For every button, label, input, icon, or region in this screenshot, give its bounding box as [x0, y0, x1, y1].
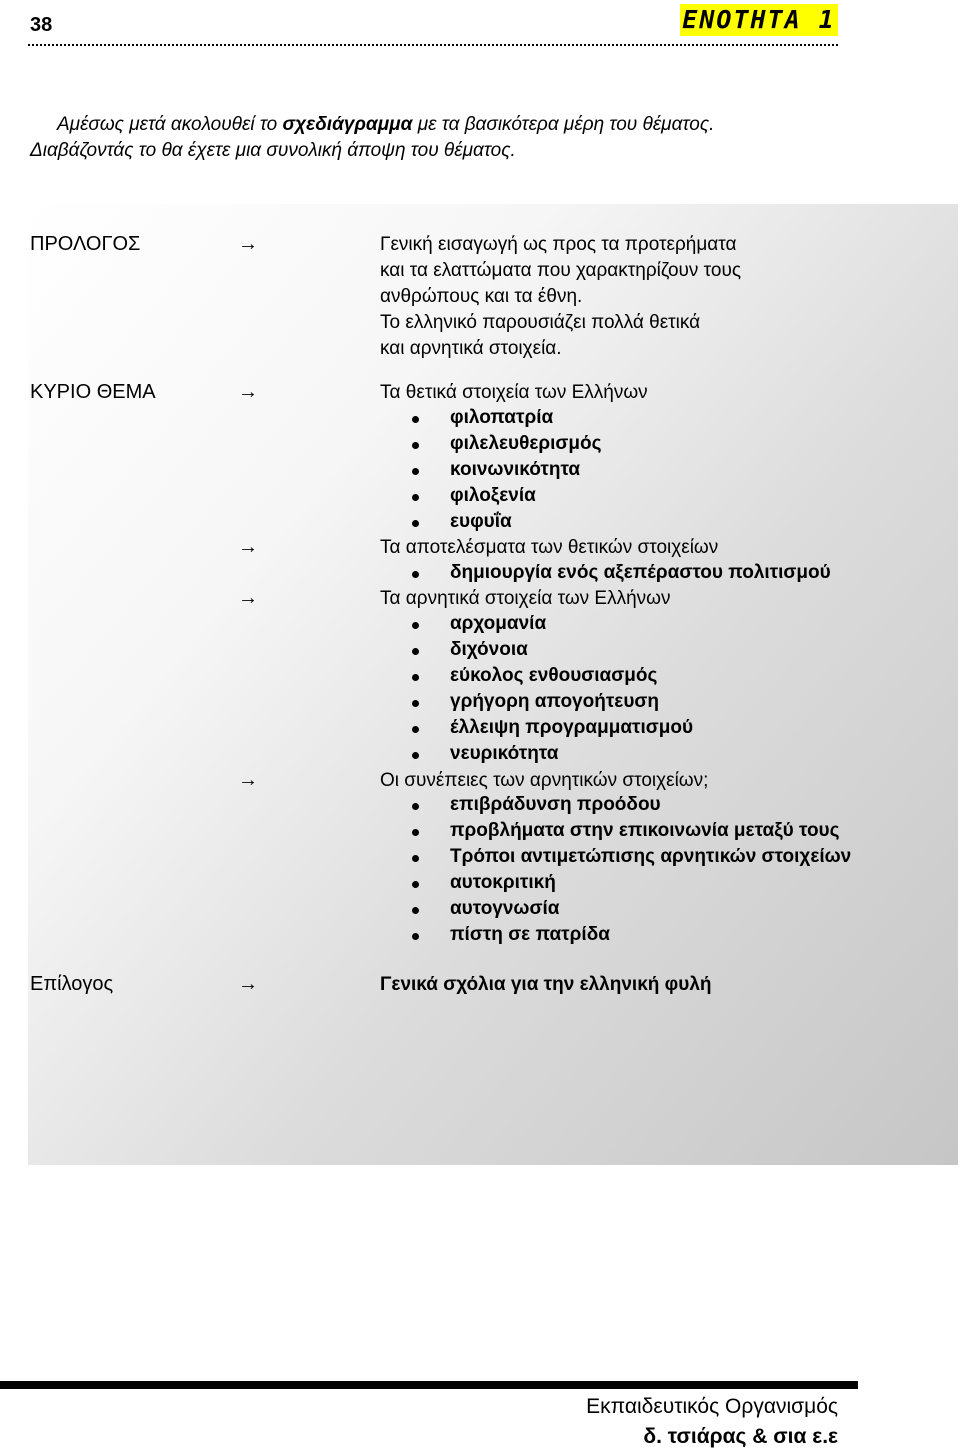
bullet-icon — [412, 803, 419, 810]
footer-org: Εκπαιδευτικός Οργανισμός — [586, 1395, 838, 1418]
bullet-icon — [412, 907, 419, 914]
section-badge: ΕΝΟΤΗΤΑ 1 — [680, 4, 838, 36]
bullet-text: αρχομανία — [450, 613, 547, 634]
bullet-text: έλλειψη προγραμματισμού — [450, 717, 694, 738]
prologue-line: Γενική εισαγωγή ως προς τα προτερήματα — [380, 234, 737, 255]
bullet-text: δημιουργία ενός αξεπέραστου πολιτισμού — [450, 562, 831, 583]
bullet-text: νευρικότητα — [450, 743, 559, 764]
bullet-icon — [412, 933, 419, 940]
intro-line-2: Διαβάζοντάς το θα έχετε μια συνολική άποψη του θέματος. — [30, 140, 516, 161]
prologue-line: Το ελληνικό παρουσιάζει πολλά θετικά — [380, 312, 701, 333]
footer-bar — [0, 1381, 858, 1389]
bullet-icon — [412, 571, 419, 578]
prologue-line: και τα ελαττώματα που χαρακτηρίζουν τους — [380, 260, 742, 281]
bullet-text: φιλελευθερισμός — [450, 433, 602, 454]
prologue-line: και αρνητικά στοιχεία. — [380, 338, 562, 359]
bullet-icon — [412, 881, 419, 888]
bullet-icon — [412, 855, 419, 862]
bullet-text: αυτοκριτική — [450, 872, 556, 893]
epilogue-arrow-icon: → — [238, 973, 258, 995]
group-heading: Τα θετικά στοιχεία των Ελλήνων — [380, 382, 648, 403]
bullet-icon — [412, 674, 419, 681]
bullet-icon — [412, 468, 419, 475]
arrow-icon: → — [238, 587, 258, 609]
bullet-text: φιλοπατρία — [450, 407, 554, 428]
bullet-text: προβλήματα στην επικοινωνία μεταξύ τους — [450, 820, 840, 841]
arrow-icon: → — [238, 769, 258, 791]
header-divider — [28, 44, 838, 46]
bullet-text: επιβράδυνση προόδου — [450, 794, 661, 815]
bullet-icon — [412, 416, 419, 423]
prologue-line: ανθρώπους και τα έθνη. — [380, 286, 583, 307]
bullet-icon — [412, 700, 419, 707]
arrow-icon: → — [238, 536, 258, 558]
intro-post: με τα βασικότερα μέρη του θέματος. — [412, 114, 715, 135]
footer-company: δ. τσιάρας & σια ε.ε — [643, 1425, 838, 1448]
epilogue-label: Επίλογος — [30, 973, 114, 995]
main-label: ΚΥΡΙΟ ΘΕΜΑ — [30, 381, 156, 403]
group-heading: Οι συνέπειες των αρνητικών στοιχείων; — [380, 770, 709, 791]
intro-line-1 — [57, 112, 917, 138]
bullet-icon — [412, 752, 419, 759]
bullet-icon — [412, 442, 419, 449]
page-number: 38 — [30, 14, 53, 36]
intro-emphasis: σχεδιάγραμμα — [282, 114, 413, 135]
bullet-text: φιλοξενία — [450, 485, 536, 506]
bullet-text: εύκολος ενθουσιασμός — [450, 665, 658, 686]
bullet-icon — [412, 648, 419, 655]
bullet-text: Τρόποι αντιμετώπισης αρνητικών στοιχείων — [450, 846, 852, 867]
bullet-text: διχόνοια — [450, 639, 528, 660]
bullet-icon — [412, 494, 419, 501]
prologue-arrow-icon: → — [238, 233, 258, 255]
epilogue-text: Γενικά σχόλια για την ελληνική φυλή — [380, 974, 712, 995]
bullet-icon — [412, 520, 419, 527]
prologue-label: ΠΡΟΛΟΓΟΣ — [30, 233, 141, 255]
group-heading: Τα αρνητικά στοιχεία των Ελλήνων — [380, 588, 671, 609]
bullet-text: κοινωνικότητα — [450, 459, 581, 480]
bullet-icon — [412, 622, 419, 629]
main-arrow-icon: → — [238, 381, 258, 403]
bullet-text: αυτογνωσία — [450, 898, 560, 919]
bullet-icon — [412, 829, 419, 836]
intro-pre: Αμέσως μετά ακολουθεί το — [57, 114, 283, 135]
bullet-icon — [412, 726, 419, 733]
bullet-text: πίστη σε πατρίδα — [450, 924, 610, 945]
group-heading: Τα αποτελέσματα των θετικών στοιχείων — [380, 537, 719, 558]
bullet-text: ευφυΐα — [450, 511, 512, 532]
bullet-text: γρήγορη απογοήτευση — [450, 691, 659, 712]
prologue-text — [380, 232, 741, 362]
